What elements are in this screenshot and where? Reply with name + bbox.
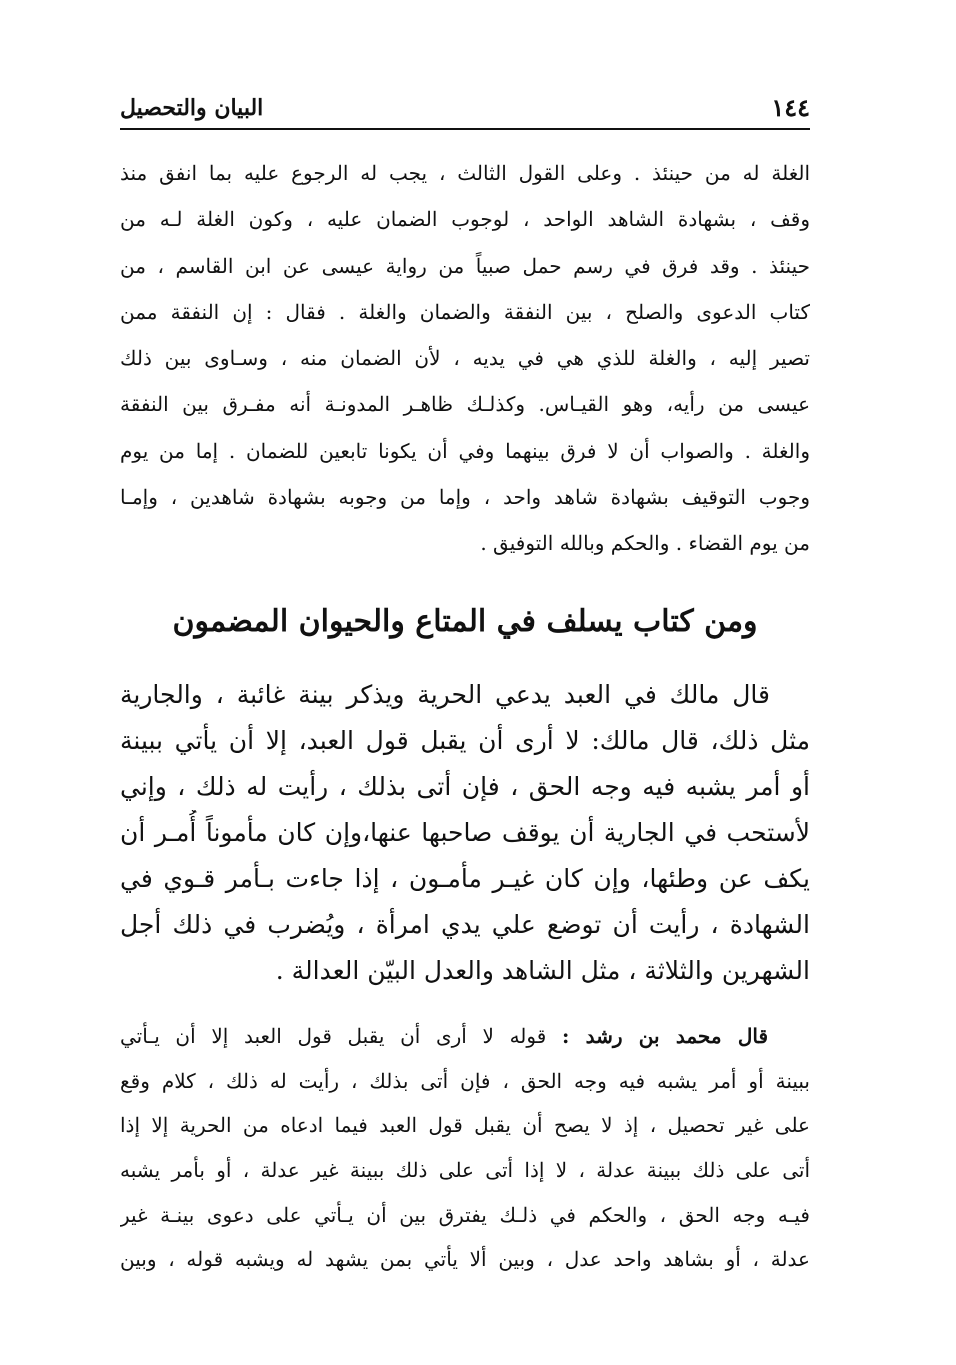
- commentary-line: عيسى من رأيه، وهو القيـاس. وكذلـك ظاهـر المدونـة أنه مفـرق بين النفقة: [120, 392, 810, 417]
- page-number: ١٤٤: [771, 93, 810, 122]
- ibn-rushd-commentary: [120, 1014, 810, 1282]
- speaker-label: قال محمد بن رشد :: [561, 1024, 769, 1048]
- main-text-line: أو أمر يشبه فيه وجه الحق ، فإن أتى بذلك ، رأيت له ذلك ، وإني: [120, 772, 810, 801]
- ibn-rushd-line: ببينة أو أمر يشبه فيه وجه الحق ، فإن أتى بذلك ، رأيت له ذلك ، كلام وقع: [120, 1068, 810, 1093]
- commentary-line: الغلة له من حينئذ . وعلى القول الثالث ، يجب له الرجوع عليه بما انفق منذ: [120, 161, 810, 185]
- commentary-line: وقف ، بشهادة الشاهد الواحد ، لوجوب الضمان عليه ، وكون الغلة لـه من: [120, 207, 810, 232]
- ibn-rushd-line: على غير تحصيل ، إذ لا يصح أن يقبل قول العبد فيما ادعاه من الحرية إلا إذا: [120, 1113, 810, 1138]
- ibn-rushd-line: فيـه وجه الحق ، والحكم في ذلـك يفترق بين أن يـأتي على دعوى بينـة غير: [120, 1202, 810, 1227]
- ibn-rushd-first-line: [120, 1014, 810, 1059]
- commentary-line: تصير إليه ، والغلة للذي هي في يديه ، لأن الضمان منه ، وسـاوى بين ذلك: [120, 346, 810, 371]
- main-text-line: لأستحب في الجارية أن يوقف صاحبها عنها،وإن كان مأموناً أُمـر أن: [120, 818, 810, 847]
- main-text-line: يكف عن وطئها، وإن كان غيـر مأمـون ، إذا جاءت بـأمر قـوي في: [120, 864, 810, 893]
- running-header: [120, 92, 810, 130]
- commentary-line: حينئذ . وقد فرق في رسم حمل صبياً من رواية عيسى عن ابن القاسم ، من: [120, 253, 810, 278]
- main-text-line: الشهادة ، رأيت أن توضع علي يدي امرأة ، ويُضرب في ذلك أجل: [120, 910, 810, 939]
- commentary-line: والغلة . والصواب أن لا فرق بينهما وفي أن يكونا تابعين للضمان . إما من يوم: [120, 438, 810, 463]
- section-heading: ومن كتاب يسلف في المتاع والحيوان المضمون: [172, 604, 758, 639]
- ibn-rushd-line: عدلة ، أو بشاهد واحد عدل ، وبين ألا يأتي بمن يشهد له ويشبه قوله ، وبين: [120, 1247, 810, 1272]
- main-text-line: مثل ذلك، قال مالك: لا أرى أن يقبل قول العبد، إلا أن يأتي ببينة: [120, 726, 810, 755]
- ibn-rushd-first-line-text: قوله لا أرى أن يقبل قول العبد إلا أن يـأتي: [120, 1024, 547, 1048]
- main-text: [120, 672, 810, 994]
- main-text-line: قال مالك في العبد يدعي الحرية ويذكر بينة غائبة ، والجارية: [120, 680, 770, 709]
- ibn-rushd-line: أتى على ذلك ببينة عدلة ، لا إذا أتى على ذلك ببينة غير عدلة ، أو بأمر يشبه: [120, 1158, 810, 1183]
- commentary-line: من يوم القضاء . والحكم وبالله التوفيق .: [480, 531, 810, 556]
- commentary-line: كتاب الدعوى والصلح ، بين النفقة والضمان والغلة . فقال : إن النفقة ممن: [120, 299, 810, 324]
- main-text-line: الشهرين والثلاثة ، مثل الشاهد والعدل البيّن العدالة .: [275, 956, 810, 985]
- commentary-line: وجوب التوقيف بشهادة شاهد واحد ، وإما من وجوبه بشهادة شاهدين ، وإمـا: [120, 485, 810, 510]
- book-title: البيان والتحصيل: [120, 95, 264, 121]
- commentary-top: [120, 150, 810, 567]
